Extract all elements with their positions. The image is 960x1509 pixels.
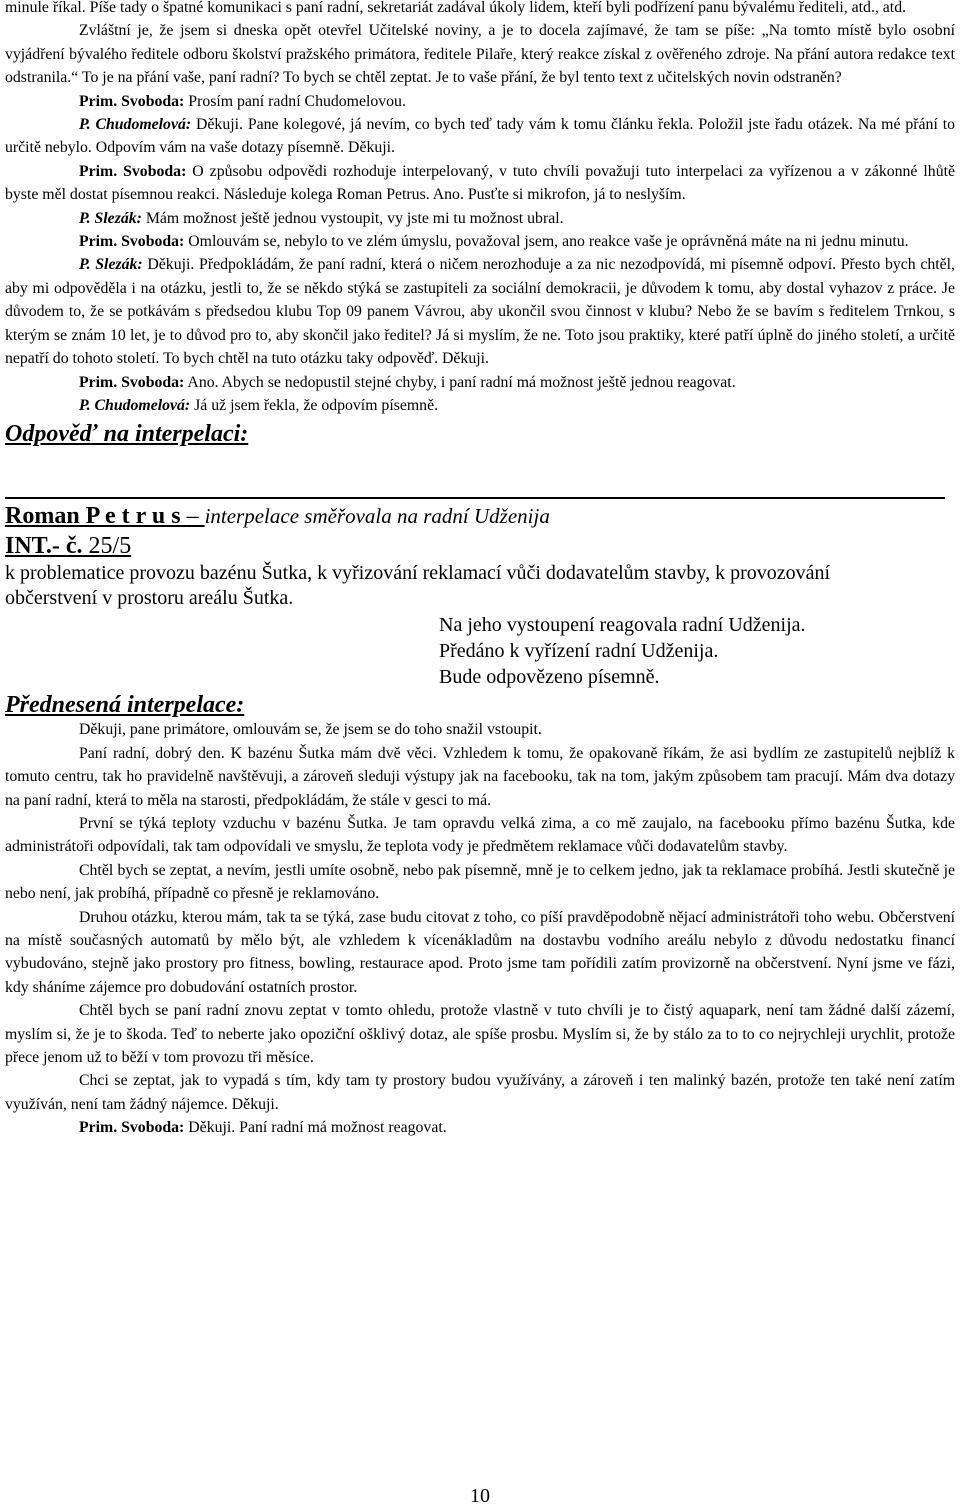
presented-paragraph-1: Děkuji, pane primátore, omlouvám se, že jsem se do toho snažil vstoupit.: [79, 721, 542, 739]
dialog-5: [5, 230, 955, 253]
status-line-2: Předáno k vyřízení radní Udženija.: [439, 640, 719, 663]
dialog-last: [5, 1116, 955, 1139]
speech: Já už jsem řekla, že odpovím písemně.: [190, 396, 439, 414]
document-page: [5, 0, 955, 1140]
paragraph-top-2: Zvláštní je, že jsem si dneska opět otevřel Učitelské noviny, a je to docela zajímavé, že tam se píše: „Na tomto místě bylo osobní vyjádření bývalého ředitele odboru školství pražského primátora, ředitele Pilaře, který reakce získal z ověřeného zdroje. Na přání autora redakce text odstranila.“ To je na přání vaše, paní radní? To bych se chtěl zeptat. Je to vaše přání, že byl tento text z učitelských novin odstraněn?: [5, 22, 955, 87]
dialog-4: [5, 207, 955, 230]
speaker: P. Slezák:: [79, 256, 143, 274]
presented-paragraph-2: Paní radní, dobrý den. K bazénu Šutka mám dvě věci. Vzhledem k tomu, že opakovaně říkám, že asi bydlím ze zastupitelů nejblíž k tomuto centru, tak ho pravidelně navštěvuji, a zároveň sleduji výstupy jak na facebooku, tak na tom, jakým způsobem tam pracují. Mám dva dotazy na paní radní, která to měla na starosti, předpokládám, že stále v gesci to má.: [5, 744, 955, 809]
speaker: Prim. Svoboda:: [79, 1119, 185, 1137]
speaker: Prim. Svoboda:: [79, 233, 185, 251]
presented-heading: Přednesená interpelace:: [5, 692, 245, 719]
presented-paragraph-6: Chtěl bych se paní radní znovu zeptat v tomto ohledu, protože vlastně v tuto chvíli je to čistý aquapark, není tam žádné další zázemí, myslím si, že je to škoda. Teď to neberte jako opoziční ošklivý dotaz, ale spíše prosbu. Myslím si, že by stálo za to to co nejrychleji urychlit, protože přece jenom už to běží v tom provozu tři měsíce.: [5, 1002, 955, 1066]
interpellation-number: [5, 531, 955, 561]
answer-heading: Odpověď na interpelaci:: [5, 421, 249, 448]
status-line-3: Bude odpovězeno písemně.: [439, 666, 660, 689]
number-value: 25/5: [82, 533, 132, 560]
speech: Děkuji. Předpokládám, že paní radní, která o ničem nerozhoduje a za nic nezodpovídá, mi písemně odpoví. Přesto bych chtěl, aby mi odpověděla i na otázku, jestli to, že se někdo stýká se zastupiteli za sociální demokracii, je důvodem k tomu, aby dostal vyhazov z práce. Je důvodem to, že se potkávám s předsedou klubu Top 09 panem Vávrou, aby ukončil svou činnost v klubu? Nebo že se bavím s ředitelem Trnkou, s kterým se znám 10 let, je to důvod pro to, aby skončil jako ředitel? Já si myslím, že ne. Toto jsou praktiky, které patří úplně do jiného století, a určitě nepatří do tohoto století. To bych chtěl na tuto otázku taky odpověď. Děkuji.: [5, 256, 956, 368]
interpellation-subject: k problematice provozu bazénu Šutka, k vyřizování reklamací vůči dodavatelům stavby, k provozování občerstvení v prostoru areálu Šutka.: [5, 562, 831, 610]
interpellation-title: [5, 501, 955, 531]
presented-paragraph-5: Druhou otázku, kterou mám, tak ta se týká, zase budu citovat z toho, co píší pravděpodobně nějací administrátoři toho webu. Občerstvení na místě současných automatů by mělo být, ale vzhledem k vícenákladům na dostavbu vodního areálu nebylo z důvodu nedostatku financí vybudováno, stejně jako prostory pro fitness, bowling, restaurace apod. Proto jsme tam pořídili zatím provizorně na občerstvení. Nyní jsme ve fázi, kdy sháníme zájemce pro dobudování ostatních prostor.: [5, 908, 955, 996]
status-line-1: Na jeho vystoupení reagovala radní Udženija.: [439, 614, 806, 637]
speech: Ano. Abych se nedopustil stejné chyby, i paní radní má možnost ještě jednou reagovat.: [184, 373, 736, 391]
paragraph-top-1: minule říkal. Píše tady o špatné komunikaci s paní radní, sekretariát zadával úkoly lidem, kteří byli podřízení panu bývalému řediteli, atd., atd.: [5, 0, 907, 16]
speech: Omlouvám se, nebylo to ve zlém úmyslu, považoval jsem, ano reakce vaše je oprávněná máte na ni jednu minutu.: [184, 233, 909, 251]
speech: Prosím paní radní Chudomelovou.: [184, 92, 406, 110]
speech: Děkuji. Pane kolegové, já nevím, co bych teď tady vám k tomu článku řekla. Položil jste řadu otázek. Na mé přání to určitě nebylo. Odpovím vám na vaše dotazy písemně. Děkuji.: [5, 116, 956, 157]
dialog-6: [5, 253, 955, 370]
separator-line: [5, 497, 945, 499]
speaker: Prim. Svoboda:: [79, 162, 187, 180]
page-number: 10: [470, 1485, 490, 1507]
speaker: Prim. Svoboda:: [79, 373, 185, 391]
speaker: P. Chudomelová:: [79, 116, 192, 134]
speech: O způsobu odpovědi rozhoduje interpelovaný, v tuto chvíli považuji tuto interpelaci za vyřízenou a v zákonné lhůtě byste měl dostat písemnou reakci. Následuje kolega Roman Petrus. Ano. Pusťte si mikrofon, já to neslyším.: [5, 162, 955, 204]
status-block: [439, 612, 955, 690]
speaker: P. Chudomelová:: [79, 396, 191, 414]
speaker: P. Slezák:: [79, 209, 142, 227]
speech: Mám možnost ještě jednou vystoupit, vy jste mi tu možnost ubral.: [141, 209, 564, 227]
title-dash: –: [186, 503, 205, 530]
dialog-8: [5, 394, 955, 417]
dialog-3: [5, 160, 955, 207]
interpellant-name: Roman P e t r u s: [5, 503, 187, 530]
presented-paragraph-7: Chci se zeptat, jak to vypadá s tím, kdy tam ty prostory budou využívány, a zároveň i ten malinký bazén, protože ten také není zatím využíván, není tam žádný nájemce. Děkuji.: [5, 1072, 955, 1113]
speaker: Prim. Svoboda:: [79, 92, 185, 110]
number-label: INT.- č.: [5, 533, 83, 560]
interpellation-target: interpelace směřovala na radní Udženija: [204, 504, 550, 529]
presented-paragraph-4: Chtěl bych se zeptat, a nevím, jestli umíte osobně, nebo pak písemně, mně je to celkem jedno, jak ta reklamace probíhá. Jestli skutečně je nebo není, jak probíhá, případně co přesně je reklamováno.: [5, 861, 955, 903]
dialog-1: [5, 90, 955, 113]
dialog-2: [5, 113, 955, 160]
dialog-7: [5, 371, 955, 394]
presented-paragraph-3: První se týká teploty vzduchu v bazénu Šutka. Je tam opravdu velká zima, a co mě zaujalo, na facebooku přímo bazénu Šutka, kde administrátoři odpovídali, tak tam odpovídali ve smyslu, že teplota vody je předmětem reklamace vůči dodavatelům stavby.: [5, 814, 955, 856]
speech: Děkuji. Paní radní má možnost reagovat.: [184, 1119, 447, 1137]
